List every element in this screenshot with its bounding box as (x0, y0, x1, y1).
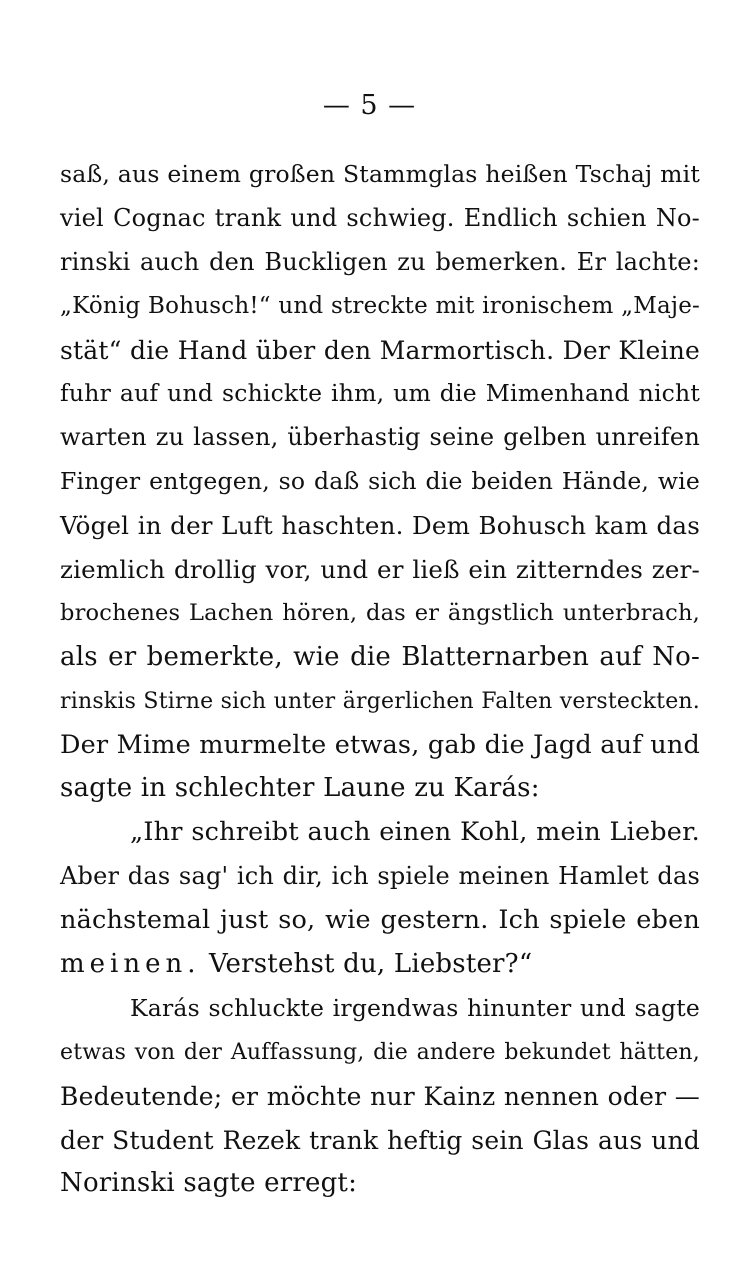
text-line: stät“ die Hand über den Marmortisch. Der Kleine (60, 335, 700, 365)
text-span: Verstehst du, Liebster?“ (200, 949, 533, 980)
text-line: „Ihr schreibt auch einen Kohl, mein Lieber. (130, 817, 700, 848)
text-line: brochenes Lachen hören, das er ängstlich unterbrach, (60, 599, 700, 626)
text-line: „König Bohusch!“ und streckte mit ironischem „Maje- (60, 292, 700, 319)
page-number: — 5 — (322, 90, 417, 121)
text-line (60, 943, 700, 987)
text-line: Vögel in der Luft haschten. Dem Bohusch kam das (60, 511, 700, 541)
text-line: Norinski sagte erregt: (60, 1168, 358, 1199)
paragraph (60, 811, 700, 987)
text-line: Aber das sag' ich dir, ich spiele meinen Hamlet das (60, 862, 700, 891)
text-line: fuhr auf und schickte ihm, um die Mimenhand nicht (60, 379, 700, 408)
text-line: viel Cognac trank und schwieg. Endlich schien No- (60, 203, 700, 232)
text-line: rinskis Stirne sich unter ärgerlichen Falten versteckten. (60, 688, 700, 714)
text-line: ziemlich drollig vor, und er ließ ein zitterndes zer- (60, 555, 700, 585)
paragraph (60, 987, 700, 1206)
text-line: Karás schluckte irgendwas hinunter und sagte (130, 993, 700, 1022)
emphasized-word: meinen. (60, 949, 201, 980)
text-line: rinski auch den Buckligen zu bemerken. Er lachte: (60, 247, 700, 276)
text-line: warten zu lassen, überhastig seine gelben unreifen (60, 423, 700, 452)
paragraph (60, 153, 700, 811)
text-line: etwas von der Auffassung, die andere bekundet hätten, (60, 1039, 700, 1065)
body-text (60, 153, 700, 1206)
text-line: Finger entgegen, so daß sich die beiden Hände, wie (60, 467, 700, 496)
text-line: Der Mime murmelte etwas, gab die Jagd auf und (60, 729, 700, 760)
text-line: sagte in schlechter Laune zu Karás: (60, 773, 540, 804)
text-line: Bedeutende; er möchte nur Kainz nennen oder — (60, 1081, 700, 1111)
text-line: saß, aus einem großen Stammglas heißen Tschaj mit (60, 160, 700, 188)
text-line: nächstemal just so, wie gestern. Ich spiele eben (60, 905, 700, 936)
text-line: der Student Rezek trank heftig sein Glas aus und (60, 1125, 700, 1155)
text-line: als er bemerkte, wie die Blatternarben auf No- (60, 641, 700, 672)
